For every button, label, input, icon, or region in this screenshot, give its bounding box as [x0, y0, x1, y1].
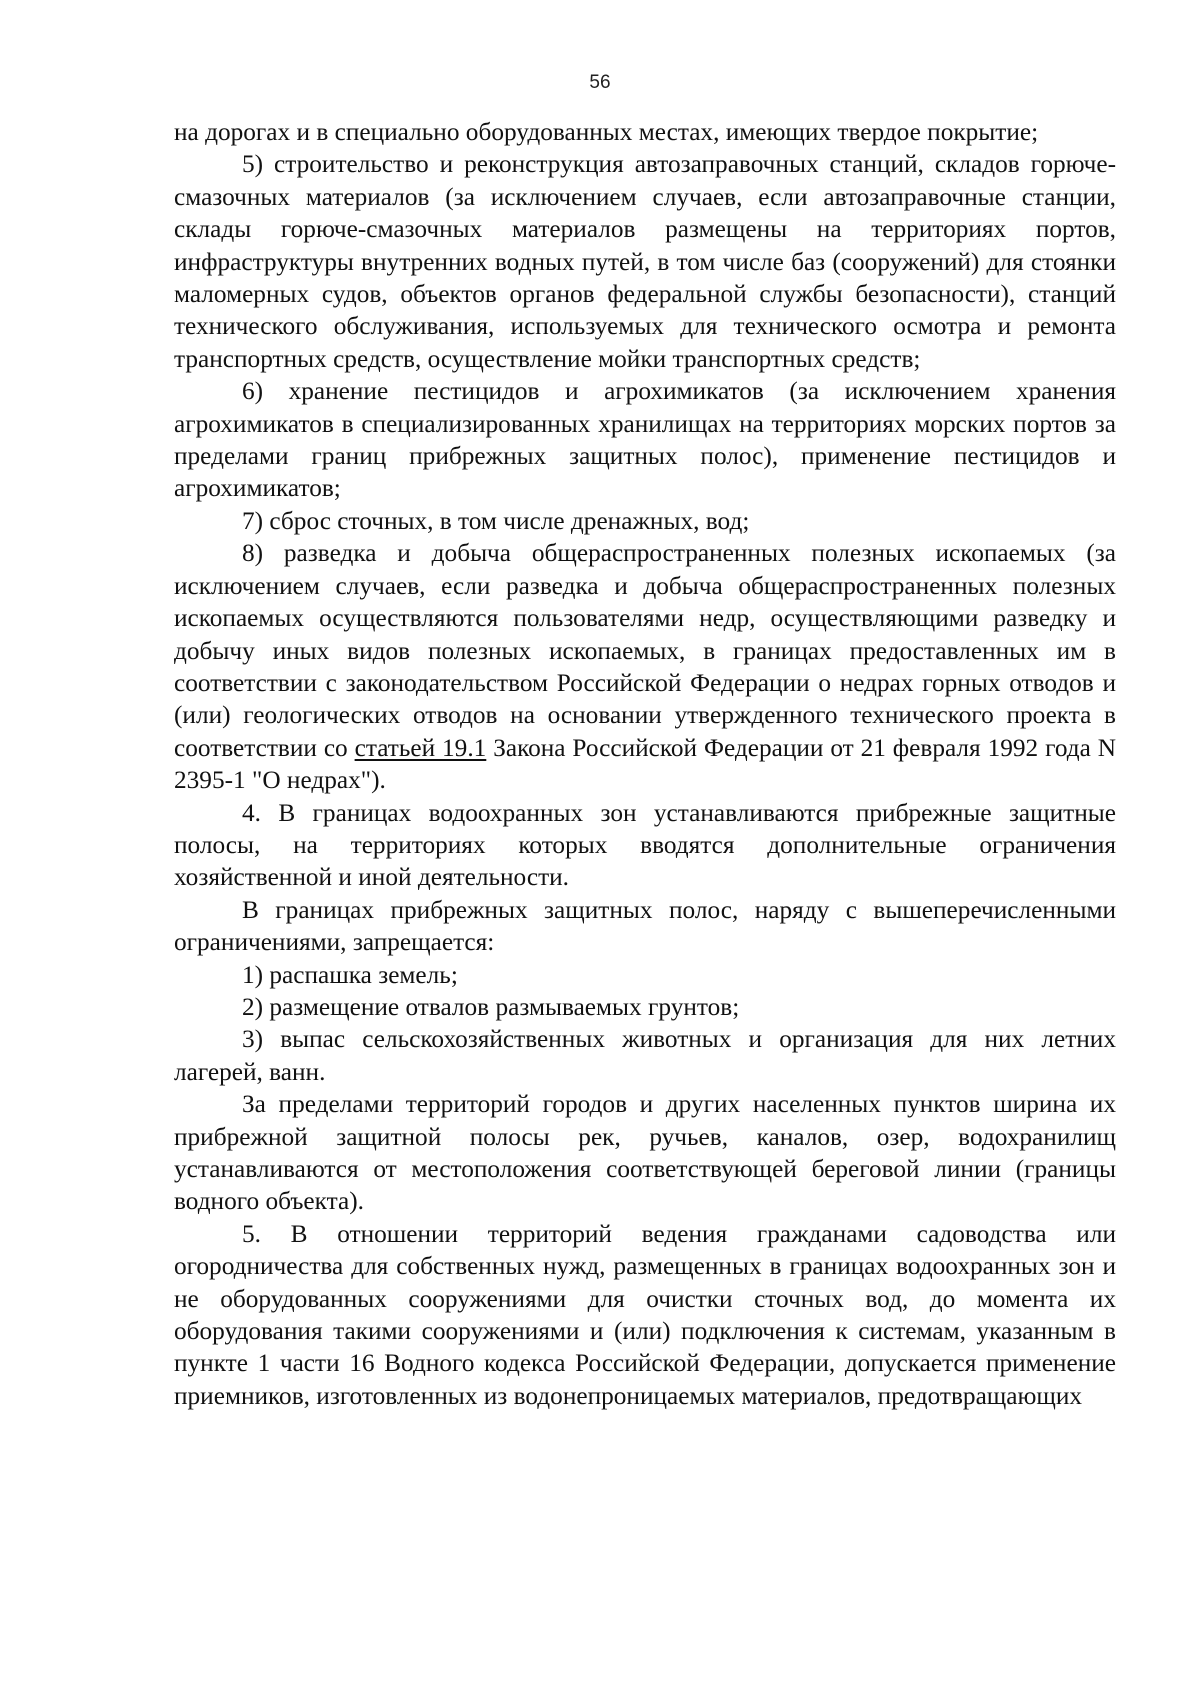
paragraph-item-8-text-before: 8) разведка и добыча общераспространенных полезных ископаемых (за исключением случаев, если разведка и добыча общераспространенных полезных ископаемых осуществляются пользователями недр, осуществляющими разведку и добычу иных видов полезных ископаемых, в границах предоставленных им в соответствии с законодательством Российской Федерации о недрах горных отводов и (или) геологических отводов на основании утвержденного технического проекта в соответствии со — [174, 539, 1116, 762]
paragraph-item-8 — [174, 537, 1116, 796]
article-19-1-link[interactable]: статьей 19.1 — [354, 733, 487, 762]
document-body — [174, 116, 1116, 1412]
paragraph-restrictions-intro: В границах прибрежных защитных полос, наряду с вышеперечисленными ограничениями, запрещается: — [174, 895, 1116, 957]
paragraph-restriction-3: 3) выпас сельскохозяйственных животных и организация для них летних лагерей, ванн. — [174, 1025, 1116, 1086]
paragraph-item-7: 7) сброс сточных, в том числе дренажных, вод; — [242, 506, 750, 535]
page-number: 56 — [589, 72, 611, 93]
paragraph-section-5: 5. В отношении территорий ведения гражданами садоводства или огородничества для собственных нужд, размещенных в границах водоохранных зон и не оборудованных сооружениями для очистки сточных вод, до момента их оборудования такими сооружениями и (или) подключения к системам, указанным в пункте 1 части 16 Водного кодекса Российской Федерации, допускается применение приемников, изготовленных из водонепроницаемых материалов, предотвращающих — [174, 1219, 1116, 1410]
paragraph-section-4: 4. В границах водоохранных зон устанавливаются прибрежные защитные полосы, на территориях которых вводятся дополнительные ограничения хозяйственной и иной деятельности. — [174, 798, 1116, 892]
paragraph-item-8-text-after: Закона Российской Федерации от 21 февраля 1992 года N 2395-1 "О недрах"). — [174, 733, 1116, 795]
paragraph-item-5: 5) строительство и реконструкция автозаправочных станций, складов горюче-смазочных материалов (за исключением случаев, если автозаправочные станции, склады горюче-смазочных материалов размещены на территориях портов, инфраструктуры внутренних водных путей, в том числе баз (сооружений) для стоянки маломерных судов, объектов органов федеральной службы безопасности), станций технического обслуживания, используемых для технического осмотра и ремонта транспортных средств, осуществление мойки транспортных средств; — [174, 150, 1116, 373]
paragraph-restriction-2: 2) размещение отвалов размываемых грунтов; — [242, 992, 740, 1021]
paragraph-continuation: на дорогах и в специально оборудованных местах, имеющих твердое покрытие; — [174, 118, 1039, 146]
paragraph-restriction-1: 1) распашка земель; — [242, 960, 458, 989]
paragraph-item-6: 6) хранение пестицидов и агрохимикатов (за исключением хранения агрохимикатов в специализированных хранилищах на территориях морских портов за пределами границ прибрежных защитных полос), применение пестицидов и агрохимикатов; — [174, 377, 1116, 503]
paragraph-outside-cities: За пределами территорий городов и других населенных пунктов ширина их прибрежной защитной полосы рек, ручьев, каналов, озер, водохранилищ устанавливаются от местоположения соответствующей береговой линии (границы водного объекта). — [174, 1090, 1116, 1216]
